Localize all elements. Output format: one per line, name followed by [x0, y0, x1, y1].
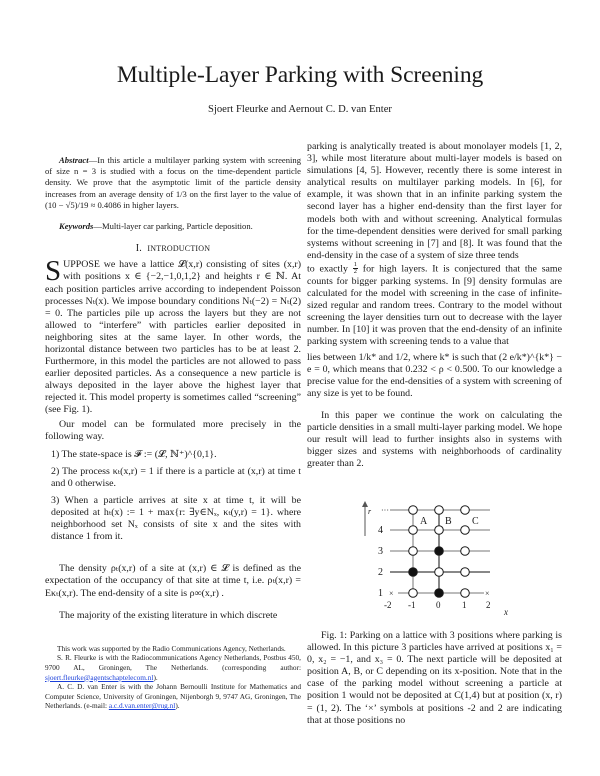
- intro-paragraph-5b: to exactly $\frac{1}{2}$ for high layers. It is conjectured that the same counts for bigger parking systems. In [9] density formulas are calculated for the model with screening in the case of infinite-sized regular and random trees. Contrary to the model without screening the layer densities turn out to decrease with the layer number. In [10] it was proven that the end-density of an infinite parking system with screening tends to a value that: [307, 260, 562, 348]
- dropcap: S: [45, 255, 62, 288]
- svg-text:-1: -1: [408, 600, 416, 610]
- email-link-van-enter[interactable]: a.c.d.van.enter@rug.nl: [108, 701, 176, 711]
- footnote-author-2: A. C. D. van Enter is with the Johann Bernoulli Institute for Mathematics and Computer Science, University of Groningen, Nijenborgh 9, 9747 AG, Groningen, The Netherlands. (e-mail: a.c.d.van.enter@rug.nl).: [45, 682, 301, 711]
- svg-text:2: 2: [378, 567, 383, 578]
- svg-text:1: 1: [462, 600, 467, 610]
- site-label-b: B: [445, 516, 452, 527]
- definition-item-2: 2) The process κₜ(x,r) = 1 if there is a particle at (x,r) at time t and 0 otherwise.: [51, 465, 301, 489]
- svg-text:-2: -2: [384, 600, 392, 610]
- svg-text:···: ···: [381, 506, 389, 515]
- right-column: [307, 141, 562, 470]
- intro-paragraph-6: In this paper we continue the work on calculating the particle densities in a small multi-layer parking model. We hope our result will lead to further insights also in systems with bigger sizes and systems with neighborhoods of cardinality greater than 2.: [307, 409, 562, 470]
- svg-text:r: r: [368, 507, 372, 516]
- footnotes: [45, 644, 301, 711]
- left-column: [45, 155, 301, 711]
- paper-authors: Sjoert Fleurke and Aernout C. D. van Enter: [208, 104, 392, 115]
- section-heading-introduction: I. INTRODUCTION: [135, 243, 211, 255]
- footnote-author-1: S. R. Fleurke is with the Radiocommunications Agency Netherlands, Postbus 450, 9700 AL, Groningen, The Netherlands. (corresponding author: sjoert.fleurke@agentschaptelecom.nl).: [45, 653, 301, 682]
- blocked-x-right: ×: [485, 589, 490, 598]
- fraction-one-half: $\frac{1}{2}$: [353, 260, 358, 276]
- keywords-text: Multi-layer car parking, Particle deposition.: [101, 221, 253, 232]
- email-link-fleurke[interactable]: sjoert.fleurke@agentschaptelecom.nl: [45, 672, 154, 682]
- definition-item-3: 3) When a particle arrives at site x at time t, it will be deposited at hₜ(x) := 1 + max{r: ∃y∈Nₓ, κₜ(y,r) = 1}. where neighborhood set Nₓ consists of site x and the sites with distance 1 from it.: [51, 495, 301, 543]
- blocked-x-left: ×: [389, 589, 394, 598]
- abstract-label: Abstract: [59, 155, 89, 165]
- abstract-text: In this article a multilayer parking system with screening of size n = 3 is studied with a focus on the time-dependent particle density. We prove that the asymptotic limit of the particle density increases from an average density of 1/3 on the first layer to the value of (10 − √5)/19 ≈ 0.4086 in higher layers.: [45, 155, 301, 210]
- svg-text:2: 2: [486, 600, 491, 610]
- keywords: Keywords—Multi-layer car parking, Particle deposition.: [59, 221, 253, 232]
- svg-text:3: 3: [378, 546, 383, 557]
- intro-paragraph-5: parking is analytically treated is about monolayer models [1, 2, 3], while most literature about multi-layer models is based on simulations [4, 5]. However, recently there is some interest in analytical results on multilayer parking models. In [6], for example, it was shown that in an infinite parking system the second layer has a higher end-density than the first layer for models both with and without screening. Analytical formulas for the time-dependent densities were derived for small parking systems without screening in [7] and [8]. It was found that the end-density in the case of a system of size three tends: [307, 141, 562, 261]
- figure-1-caption: Fig. 1: Parking on a lattice with 3 positions where parking is allowed. In this picture 3 particles have arrived at positions x₁ = 0, x₂ = −1, and x₃ = 0. The next particle will be deposited at position A, B, or C depending on its x-position. Note that in the case of the parking model without screening a particle at position 1 would not be deposited at C(1,4) but at position (x, r) = (1, 2). The ‘×’ symbols at positions -2 and 2 are indicating that at those positions no: [307, 630, 562, 726]
- abstract: Abstract—In this article a multilayer parking system with screening of size n = 3 is studied with a focus on the time-dependent particle density. We prove that the asymptotic limit of the particle density increases from an average density of 1/3 on the first layer to the value of (10 − √5)/19 ≈ 0.4086 in higher layers.: [45, 155, 301, 210]
- intro-paragraph-5c: lies between 1/k* and 1/2, where k* is such that (2 e/k*)^{k*} − e = 0, which means that 0.232 < ρ < 0.500. To our knowledge a precise value for the end-densities of a system with screening of any size is yet to be found.: [307, 351, 562, 399]
- svg-text:0: 0: [436, 600, 441, 610]
- svg-text:x: x: [504, 607, 508, 617]
- svg-text:4: 4: [378, 525, 383, 536]
- intro-paragraph-2: Our model can be formulated more precisely in the following way.: [45, 418, 301, 442]
- section-title: INTRODUCTION: [147, 244, 211, 254]
- site-label-c: C: [472, 516, 479, 527]
- site-label-a: A: [420, 516, 428, 527]
- intro-paragraph-4: The majority of the existing literature in which discrete: [59, 609, 278, 621]
- intro-paragraph-3: The density ρₜ(x,r) of a site at (x,r) ∈ 𝓛 is defined as the expectation of the occupancy of that site at time t, i.e. ρₜ(x,r) = Eκₜ(x,r). The end-density of a site is ρ∞(x,r) .: [45, 563, 301, 599]
- footnote-funding: This work was supported by the Radio Communications Agency, Netherlands.: [57, 643, 286, 653]
- definition-item-1: 1) The state-space is 𝓕 := (𝓛, ℕ⁺)^{0,1}.: [51, 448, 217, 460]
- svg-text:1: 1: [378, 588, 383, 599]
- figure-1-lattice-diagram: [360, 498, 520, 620]
- intro-paragraph-1: SUPPOSE we have a lattice 𝓛(x,r) consisting of sites (x,r) with positions x ∈ {−2,−1,0,1,2} and heights r ∈ ℕ. At each position particles arrive according to independent Poisson processes Nₜ(x). We impose boundary conditions Nₜ(−2) = Nₜ(2) = 0. The particles pile up across the layers but they are not allowed to “interfere” with particles earlier deposited in neighboring sites at the same layer. In other words, the horizontal distance between two particles has to be at least 2. Furthermore, in this model the particles are not allowed to pass earlier deposited particles. As a consequence a new particle is always deposited in the layer above the highest layer that rejected it. This model property is sometimes called “screening” (see Fig. 1).: [45, 255, 301, 416]
- keywords-label: Keywords: [59, 221, 94, 232]
- paper-title: Multiple-Layer Parking with Screening: [116, 62, 484, 88]
- r-axis-arrow: [362, 501, 372, 536]
